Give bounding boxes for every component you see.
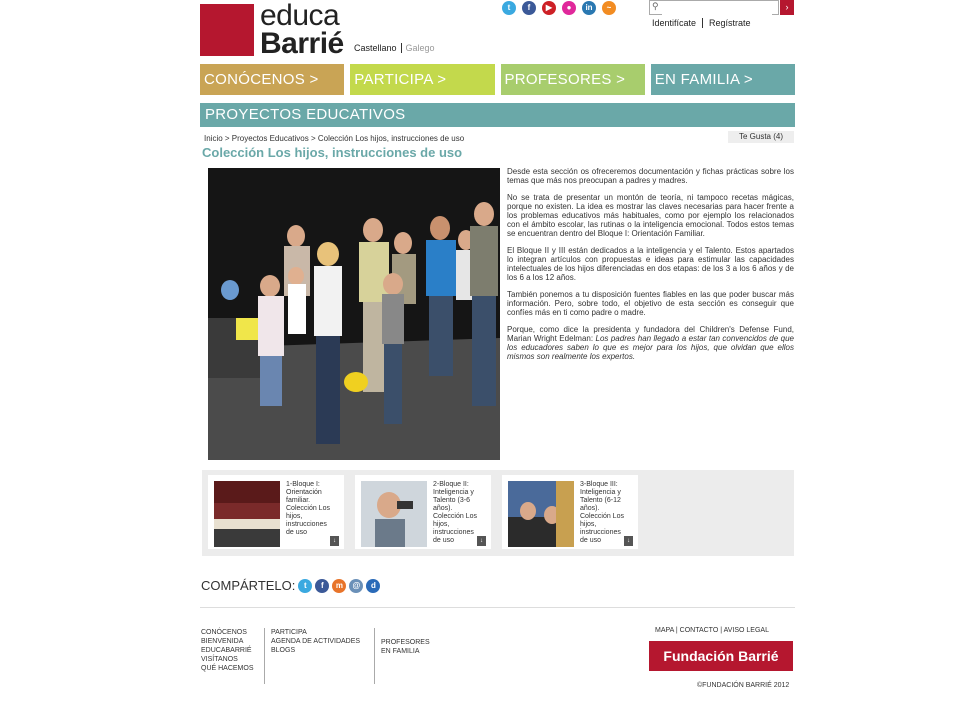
footer-column-1	[201, 628, 254, 673]
linkedin-icon[interactable]: in	[582, 1, 596, 15]
gallery-card[interactable]	[355, 475, 491, 549]
footer-link[interactable]: BLOGS	[271, 647, 296, 654]
footer-link[interactable]: VISÍTANOS	[201, 656, 238, 663]
page-title: Colección Los hijos, instrucciones de uso	[202, 145, 463, 160]
nav-participa[interactable]: PARTICIPA >	[350, 64, 494, 95]
article-body	[507, 167, 794, 369]
paragraph-4: También ponemos a tu disposición fuentes fiables en las que poder buscar más información. Pero, sobre todo, el objetivo de esta sección es conseguir que confíes más en ti como padre o madre.	[507, 290, 794, 317]
language-switcher	[354, 43, 435, 53]
search-button[interactable]: ›	[780, 0, 794, 15]
nav-en-familia[interactable]: EN FAMILIA >	[651, 64, 795, 95]
share-twitter-icon[interactable]: t	[298, 579, 312, 593]
gallery-card[interactable]	[502, 475, 638, 549]
register-link[interactable]: Regístrate	[709, 18, 751, 28]
auth-links	[652, 18, 757, 28]
share-email-icon[interactable]: @	[349, 579, 363, 593]
logo-line-1: educa	[260, 0, 340, 32]
footer-divider	[200, 607, 795, 608]
paragraph-1: Desde esta sección os ofreceremos documentación y fichas prácticas sobre los temas que más nos preocupan a padres y madres.	[507, 167, 794, 185]
share-delicious-icon[interactable]: d	[366, 579, 380, 593]
footer-link[interactable]: QUÉ HACEMOS	[201, 665, 254, 672]
footer-link[interactable]: CONÓCENOS	[201, 629, 247, 636]
like-button[interactable]: Te Gusta (4)	[728, 131, 794, 143]
footer-column-3	[374, 628, 430, 684]
youtube-icon[interactable]: ▶	[542, 1, 556, 15]
main-nav	[200, 64, 795, 95]
footer-link[interactable]: PROFESORES	[381, 639, 430, 646]
share-label: COMPÁRTELO:	[201, 578, 296, 593]
footer-column-2	[264, 628, 360, 684]
gallery-card-text: 3-Bloque III: Inteligencia y Talento (6-12 años). Colección Los hijos, instrucciones de uso	[580, 481, 624, 544]
paragraph-5	[507, 325, 794, 361]
logo-mark[interactable]	[200, 4, 254, 56]
copyright: ©FUNDACIÓN BARRIÉ 2012	[697, 682, 790, 689]
nav-profesores[interactable]: PROFESORES >	[501, 64, 645, 95]
gallery-card-text: 1-Bloque I: Orientación familiar. Colección Los hijos, instrucciones de uso	[286, 481, 330, 536]
gallery-thumbnail	[361, 481, 427, 547]
lang-galego[interactable]: Galego	[405, 43, 435, 53]
flickr-icon[interactable]: ●	[562, 1, 576, 15]
fundacion-barrie-logo[interactable]: Fundación Barrié	[649, 641, 793, 671]
lang-castellano[interactable]: Castellano	[354, 43, 402, 53]
social-links	[502, 1, 616, 15]
related-gallery	[202, 470, 794, 556]
twitter-icon[interactable]: t	[502, 1, 516, 15]
breadcrumb[interactable]: Inicio > Proyectos Educativos > Colección Los hijos, instrucciones de uso	[204, 134, 465, 143]
footer-link[interactable]: PARTICIPA	[271, 629, 307, 636]
main-photo	[208, 168, 500, 460]
search-input[interactable]	[662, 5, 772, 18]
gallery-thumbnail	[508, 481, 574, 547]
footer-link[interactable]: EDUCABARRIÉ	[201, 647, 252, 654]
gallery-card-text: 2-Bloque II: Inteligencia y Talento (3-6 años). Colección Los hijos, instrucciones de uso	[433, 481, 477, 544]
gallery-thumbnail	[214, 481, 280, 547]
paragraph-5-quote: Los padres han llegado a estar tan convencidos de que los educadores saben lo que es mejor para los hijos, que olvidan que ellos mismos son realmente los expertos.	[507, 334, 794, 361]
paragraph-2: No se trata de presentar un montón de teoría, ni tampoco recetas mágicas, porque no existen. La idea es mostrar las claves necesarias para hacer frente a los problemas educativos más habituales, como por ejemplo los relacionados con el ámbito escolar, las rutinas o la inteligencia emocional. Todos estos temas se encuentran dentro del Bloque I: Orientación Familiar.	[507, 193, 794, 238]
logo[interactable]	[260, 2, 344, 58]
download-icon[interactable]: ↓	[330, 536, 339, 546]
photo-illustration	[208, 168, 500, 460]
paragraph-5-intro: Porque, como dice la presidenta y fundadora del Children's Defense Fund, Marian Wright Edelman:	[507, 325, 794, 343]
share-bar	[201, 578, 380, 593]
section-title: PROYECTOS EDUCATIVOS	[200, 103, 795, 127]
footer-link[interactable]: EN FAMILIA	[381, 648, 420, 655]
share-facebook-icon[interactable]: f	[315, 579, 329, 593]
download-icon[interactable]: ↓	[624, 536, 633, 546]
facebook-icon[interactable]: f	[522, 1, 536, 15]
footer-link[interactable]: AGENDA DE ACTIVIDADES	[271, 638, 361, 645]
nav-conocenos[interactable]: CONÓCENOS >	[200, 64, 344, 95]
search-icon: ⚲	[652, 1, 659, 11]
rss-icon[interactable]: ~	[602, 1, 616, 15]
search-box	[649, 0, 779, 15]
footer-legal-links[interactable]: MAPA | CONTACTO | AVISO LEGAL	[655, 627, 769, 634]
download-icon[interactable]: ↓	[477, 536, 486, 546]
footer-link[interactable]: BIENVENIDA	[201, 638, 244, 645]
page	[200, 0, 795, 720]
logo-line-2: Barrié	[260, 27, 344, 60]
paragraph-3: El Bloque II y III están dedicados a la inteligencia y el Talento. Estos apartados lo integran artículos con propuestas e ideas para estimular las capacidades intelectuales de los hijos diferenciadas en dos etapas: de los 3 a los 6 años y de los 6 a los 12 años.	[507, 246, 794, 282]
gallery-card[interactable]	[208, 475, 344, 549]
login-link[interactable]: Identifícate	[652, 18, 703, 28]
share-meneame-icon[interactable]: m	[332, 579, 346, 593]
